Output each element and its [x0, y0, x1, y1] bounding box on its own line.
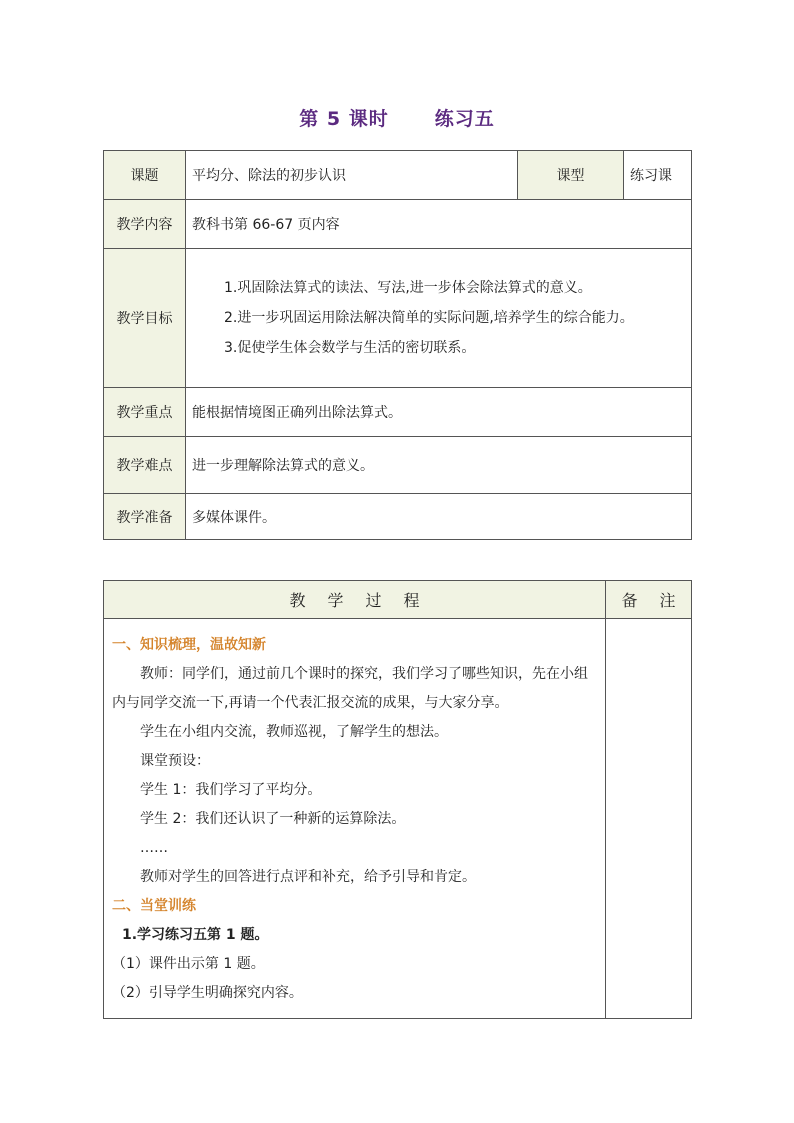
paragraph: …… — [140, 840, 168, 856]
lesson-name: 练习五 — [434, 108, 495, 130]
section-title: 一、知识梳理，温故知新 — [112, 637, 266, 653]
content-label: 教学内容 — [104, 200, 186, 249]
section-title: 二、当堂训练 — [112, 898, 196, 914]
process-header: 教 学 过 程 — [104, 581, 606, 619]
difficulty-row — [104, 437, 692, 494]
paragraph: （2）引导学生明确探究内容。 — [112, 985, 303, 1001]
topic-label: 课题 — [104, 151, 186, 200]
goals-row — [104, 249, 692, 388]
difficulty-value: 进一步理解除法算式的意义。 — [186, 437, 692, 494]
lesson-number: 第 5 课时 — [299, 108, 389, 130]
paragraph: 学生 2：我们还认识了一种新的运算除法。 — [140, 811, 406, 827]
key-value: 能根据情境图正确列出除法算式。 — [186, 388, 692, 437]
exercise-title: 1.学习练习五第 1 题。 — [122, 927, 269, 943]
paragraph: 教师：同学们，通过前几个课时的探究，我们学习了哪些知识，先在小组内与同学交流一下,再请一个代表汇报交流的成果，与大家分享。 — [112, 666, 588, 711]
page-title — [0, 104, 794, 131]
goal-item: 1.巩固除法算式的读法、写法,进一步体会除法算式的意义。 — [224, 280, 592, 296]
goals-label: 教学目标 — [104, 249, 186, 388]
lesson-info-table — [103, 150, 692, 540]
paragraph: 学生在小组内交流，教师巡视，了解学生的想法。 — [140, 724, 448, 740]
process-body-row — [104, 619, 692, 1019]
notes-content — [606, 619, 692, 1019]
teaching-process-table — [103, 580, 692, 1019]
goal-item: 2.进一步巩固运用除法解决简单的实际问题,培养学生的综合能力。 — [224, 310, 634, 326]
paragraph: 学生 1：我们学习了平均分。 — [140, 782, 322, 798]
content-value: 教科书第 66-67 页内容 — [186, 200, 692, 249]
content-row — [104, 200, 692, 249]
paragraph: 课堂预设： — [140, 753, 210, 769]
paragraph: （1）课件出示第 1 题。 — [112, 956, 265, 972]
paragraph: 教师对学生的回答进行点评和补充，给予引导和肯定。 — [140, 869, 476, 885]
prep-row — [104, 494, 692, 540]
prep-label: 教学准备 — [104, 494, 186, 540]
key-label: 教学重点 — [104, 388, 186, 437]
difficulty-label: 教学难点 — [104, 437, 186, 494]
type-value: 练习课 — [624, 151, 692, 200]
prep-value: 多媒体课件。 — [186, 494, 692, 540]
topic-value: 平均分、除法的初步认识 — [186, 151, 518, 200]
process-content — [104, 619, 606, 1019]
topic-row — [104, 151, 692, 200]
key-row — [104, 388, 692, 437]
goal-item: 3.促使学生体会数学与生活的密切联系。 — [224, 340, 476, 356]
process-header-row — [104, 581, 692, 619]
goals-value — [186, 249, 692, 388]
notes-header: 备 注 — [606, 581, 692, 619]
type-label: 课型 — [518, 151, 624, 200]
